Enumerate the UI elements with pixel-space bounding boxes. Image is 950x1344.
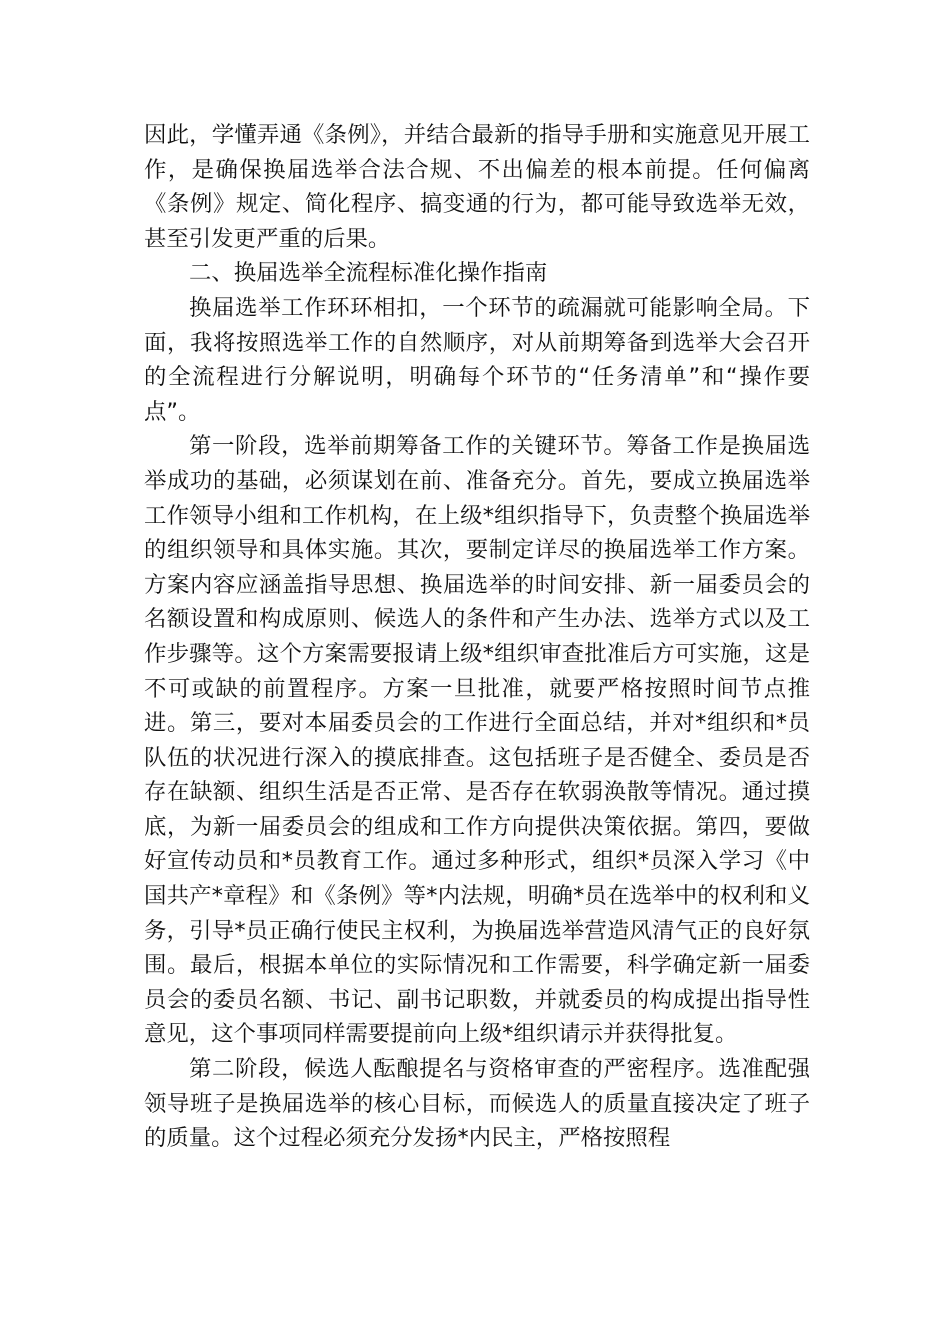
section-heading: 二、换届选举全流程标准化操作指南 <box>189 260 548 287</box>
paragraph-overview: 换届选举工作环环相扣，一个环节的疏漏就可能影响全局。下面，我将按照选举工作的自然顺序，对从前期筹备到选举大会召开的全流程进行分解说明，明确每个环节的“任务清单”和“操作要点”。 <box>144 294 810 425</box>
paragraph-stage-two: 第二阶段，候选人酝酿提名与资格审查的严密程序。选准配强领导班子是换届选举的核心目标，而候选人的质量直接决定了班子的质量。这个过程必须充分发扬*内民主，严格按照程 <box>144 1056 810 1152</box>
document-page <box>144 118 810 1156</box>
paragraph-stage-one: 第一阶段，选举前期筹备工作的关键环节。筹备工作是换届选举成功的基础，必须谋划在前、准备充分。首先，要成立换届选举工作领导小组和工作机构，在上级*组织指导下，负责整个换届选举的组织领导和具体实施。其次，要制定详尽的换届选举工作方案。方案内容应涵盖指导思想、换届选举的时间安排、新一届委员会的名额设置和构成原则、候选人的条件和产生办法、选举方式以及工作步骤等。这个方案需要报请上级*组织审查批准后方可实施，这是不可或缺的前置程序。方案一旦批准，就要严格按照时间节点推进。第三，要对本届委员会的工作进行全面总结，并对*组织和*员队伍的状况进行深入的摸底排查。这包括班子是否健全、委员是否存在缺额、组织生活是否正常、是否存在软弱涣散等情况。通过摸底，为新一届委员会的组成和工作方向提供决策依据。第四，要做好宣传动员和*员教育工作。通过多种形式，组织*员深入学习《中国共产*章程》和《条例》等*内法规，明确*员在选举中的权利和义务，引导*员正确行使民主权利，为换届选举营造风清气正的良好氛围。最后，根据本单位的实际情况和工作需要，科学确定新一届委员会的委员名额、书记、副书记职数，并就委员的构成提出指导性意见，这个事项同样需要提前向上级*组织请示并获得批复。 <box>144 433 810 1048</box>
paragraph-intro: 因此，学懂弄通《条例》，并结合最新的指导手册和实施意见开展工作，是确保换届选举合法合规、不出偏差的根本前提。任何偏离《条例》规定、简化程序、搞变通的行为，都可能导致选举无效，甚至引发更严重的后果。 <box>144 122 810 252</box>
